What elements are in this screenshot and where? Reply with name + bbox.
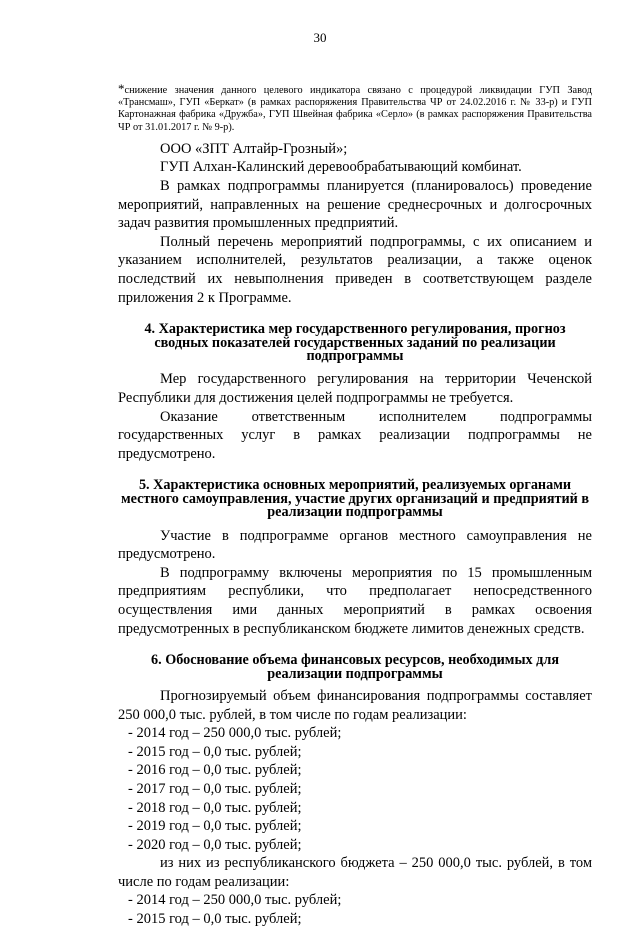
list-item: - 2019 год – 0,0 тыс. рублей; xyxy=(128,818,302,835)
list-item: - 2014 год – 250 000,0 тыс. рублей; xyxy=(128,892,342,909)
section-5-heading-line-2: местного самоуправления, участие других организаций и предприятий в xyxy=(120,490,590,507)
list-item: - 2020 год – 0,0 тыс. рублей; xyxy=(128,836,302,853)
funding-by-year-list xyxy=(118,724,592,854)
list-item: - 2014 год – 250 000,0 тыс. рублей; xyxy=(128,725,342,742)
section-5-heading-line-1: 5. Характеристика основных мероприятий, реализуемых органами xyxy=(138,477,572,494)
section-6-heading-line-2: реализации подпрограммы xyxy=(267,665,443,682)
list-item: - 2017 год – 0,0 тыс. рублей; xyxy=(128,780,302,797)
section-6-paragraph-2: из них из республиканского бюджета – 250 000,0 тыс. рублей, в том числе по годам реализации: xyxy=(118,855,592,890)
footnote-text: снижение значения данного целевого индикатора связано с процедурой ликвидации ГУП Завод «Трансмаш», ГУП «Беркат» (в рамках распоряжения Правительства ЧР от 24.02.2016 г. № 33-р) и ГУП Картонажная фабрика «Дружба», ГУП Швейная фабрика «Серло» (в рамках распоряжения Правительства ЧР от 31.01.2017 г. № 9-р). xyxy=(118,85,592,133)
section-4-paragraph-1: Мер государственного регулирования на территории Чеченской Республики для достижения целей подпрограммы не требуется. xyxy=(118,371,592,406)
section-4-heading-line-3: подпрограммы xyxy=(306,347,404,364)
intro-paragraph-2: Полный перечень мероприятий подпрограммы, с их описанием и указанием исполнителей, результатов реализации, а также оценок последствий их невыполнения приведен в соответствующем разделе приложения 2 к Программе. xyxy=(118,233,592,306)
list-item: - 2015 год – 0,0 тыс. рублей; xyxy=(128,911,302,928)
section-5-paragraph-2: В подпрограмму включены мероприятия по 15 промышленным предприятиям республики, что предполагает непосредственного осуществления ими данных мероприятий в рамках освоения предусмотренных в республиканском бюджете лимитов денежных средств. xyxy=(118,564,592,637)
list-item: - 2015 год – 0,0 тыс. рублей; xyxy=(128,743,302,760)
footnote xyxy=(118,81,592,134)
section-5-paragraph-1: Участие в подпрограмме органов местного самоуправления не предусмотрено. xyxy=(118,527,592,563)
list-item: - 2018 год – 0,0 тыс. рублей; xyxy=(128,799,302,816)
section-6-heading xyxy=(118,654,592,681)
company-line-2: ГУП Алхан-Калинский деревообрабатывающий комбинат. xyxy=(160,159,522,176)
section-5-heading xyxy=(118,479,592,519)
section-4-paragraph-2: Оказание ответственным исполнителем подпрограммы государственных услуг в рамках реализации подпрограммы не предусмотрено. xyxy=(118,408,592,462)
section-4-heading-line-2: сводных показателей государственных заданий по реализации xyxy=(154,334,556,351)
budget-by-year-list xyxy=(118,891,592,928)
page-number: 30 xyxy=(313,30,327,45)
section-5-heading-line-3: реализации подпрограммы xyxy=(267,504,443,521)
footnote-marker: * xyxy=(118,81,125,96)
company-line-1: ООО «ЗПТ Алтайр-Грозный»; xyxy=(160,140,348,157)
section-4-heading xyxy=(118,323,592,363)
section-6-heading-line-1: 6. Обоснование объема финансовых ресурсов, необходимых для xyxy=(151,652,559,669)
intro-paragraph-1: В рамках подпрограммы планируется (планировалось) проведение мероприятий, направленных на решение среднесрочных и долгосрочных задач развития промышленных предприятий. xyxy=(118,178,592,232)
section-4-heading-line-1: 4. Характеристика мер государственного регулирования, прогноз xyxy=(144,321,566,338)
list-item: - 2016 год – 0,0 тыс. рублей; xyxy=(128,762,302,779)
page-content xyxy=(118,81,592,929)
section-6-paragraph-1: Прогнозируемый объем финансирования подпрограммы составляет 250 000,0 тыс. рублей, в том числе по годам реализации: xyxy=(118,687,592,723)
